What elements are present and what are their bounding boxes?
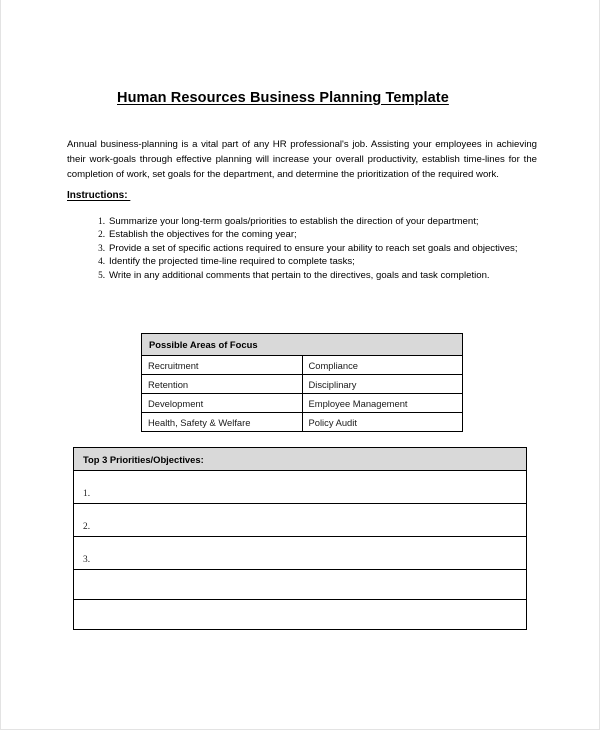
priority-entry-2[interactable]: 2.	[74, 504, 527, 537]
page-title: Human Resources Business Planning Template	[117, 89, 449, 106]
focus-areas-table	[141, 333, 463, 432]
list-item-label: Establish the objectives for the coming year;	[109, 229, 297, 241]
priorities-table-header: Top 3 Priorities/Objectives:	[74, 448, 527, 471]
priorities-table	[73, 447, 527, 630]
table-cell: Recruitment	[142, 356, 303, 375]
table-row	[142, 356, 463, 375]
list-item-label: Write in any additional comments that pertain to the directives, goals and task completion.	[109, 269, 490, 281]
list-item-number: 3.	[98, 242, 105, 253]
list-item-label: Summarize your long-term goals/priorities to establish the direction of your department;	[109, 216, 479, 227]
table-header-row	[74, 448, 527, 471]
table-cell: Retention	[142, 375, 303, 394]
list-item-number: 4.	[98, 256, 105, 267]
priority-entry-4[interactable]	[74, 570, 527, 600]
priority-entry-3[interactable]: 3.	[74, 537, 527, 570]
list-item	[67, 242, 537, 255]
table-row[interactable]	[74, 471, 527, 504]
table-cell: Disciplinary	[302, 375, 463, 394]
list-item-number: 2.	[98, 229, 105, 240]
table-cell: Employee Management	[302, 394, 463, 413]
table-cell: Policy Audit	[302, 413, 463, 432]
list-item-number: 1.	[98, 216, 105, 226]
list-item	[67, 228, 537, 241]
table-header-row	[142, 334, 463, 356]
list-item-label: Identify the projected time-line required to complete tasks;	[109, 256, 355, 268]
priorities-table-container	[73, 447, 527, 630]
priority-entry-1[interactable]: 1.	[74, 471, 527, 504]
list-item	[67, 215, 537, 228]
list-item-label: Provide a set of specific actions required to ensure your ability to reach set goals and objectives;	[109, 242, 518, 254]
table-row[interactable]	[74, 570, 527, 600]
table-row[interactable]	[74, 600, 527, 630]
table-row[interactable]	[74, 537, 527, 570]
list-item-number: 5.	[98, 269, 105, 280]
table-cell: Health, Safety & Welfare	[142, 413, 303, 432]
list-item	[67, 255, 537, 268]
table-row	[142, 375, 463, 394]
priority-entry-5[interactable]	[74, 600, 527, 630]
instructions-heading: Instructions:	[67, 190, 131, 201]
focus-areas-table-container	[141, 333, 463, 432]
table-cell: Compliance	[302, 356, 463, 375]
intro-paragraph: Annual business-planning is a vital part of any HR professional's job. Assisting your employees in achieving their work-goals through effective planning will increase your overall productivity, establish time-lines for the completion of work, set goals for the department, and determine the prioritization of the required work.	[67, 138, 537, 180]
instructions-list	[67, 215, 537, 282]
table-row[interactable]	[74, 504, 527, 537]
table-row	[142, 413, 463, 432]
table-cell: Development	[142, 394, 303, 413]
table-row	[142, 394, 463, 413]
focus-areas-table-header: Possible Areas of Focus	[142, 334, 463, 356]
list-item	[67, 269, 537, 282]
